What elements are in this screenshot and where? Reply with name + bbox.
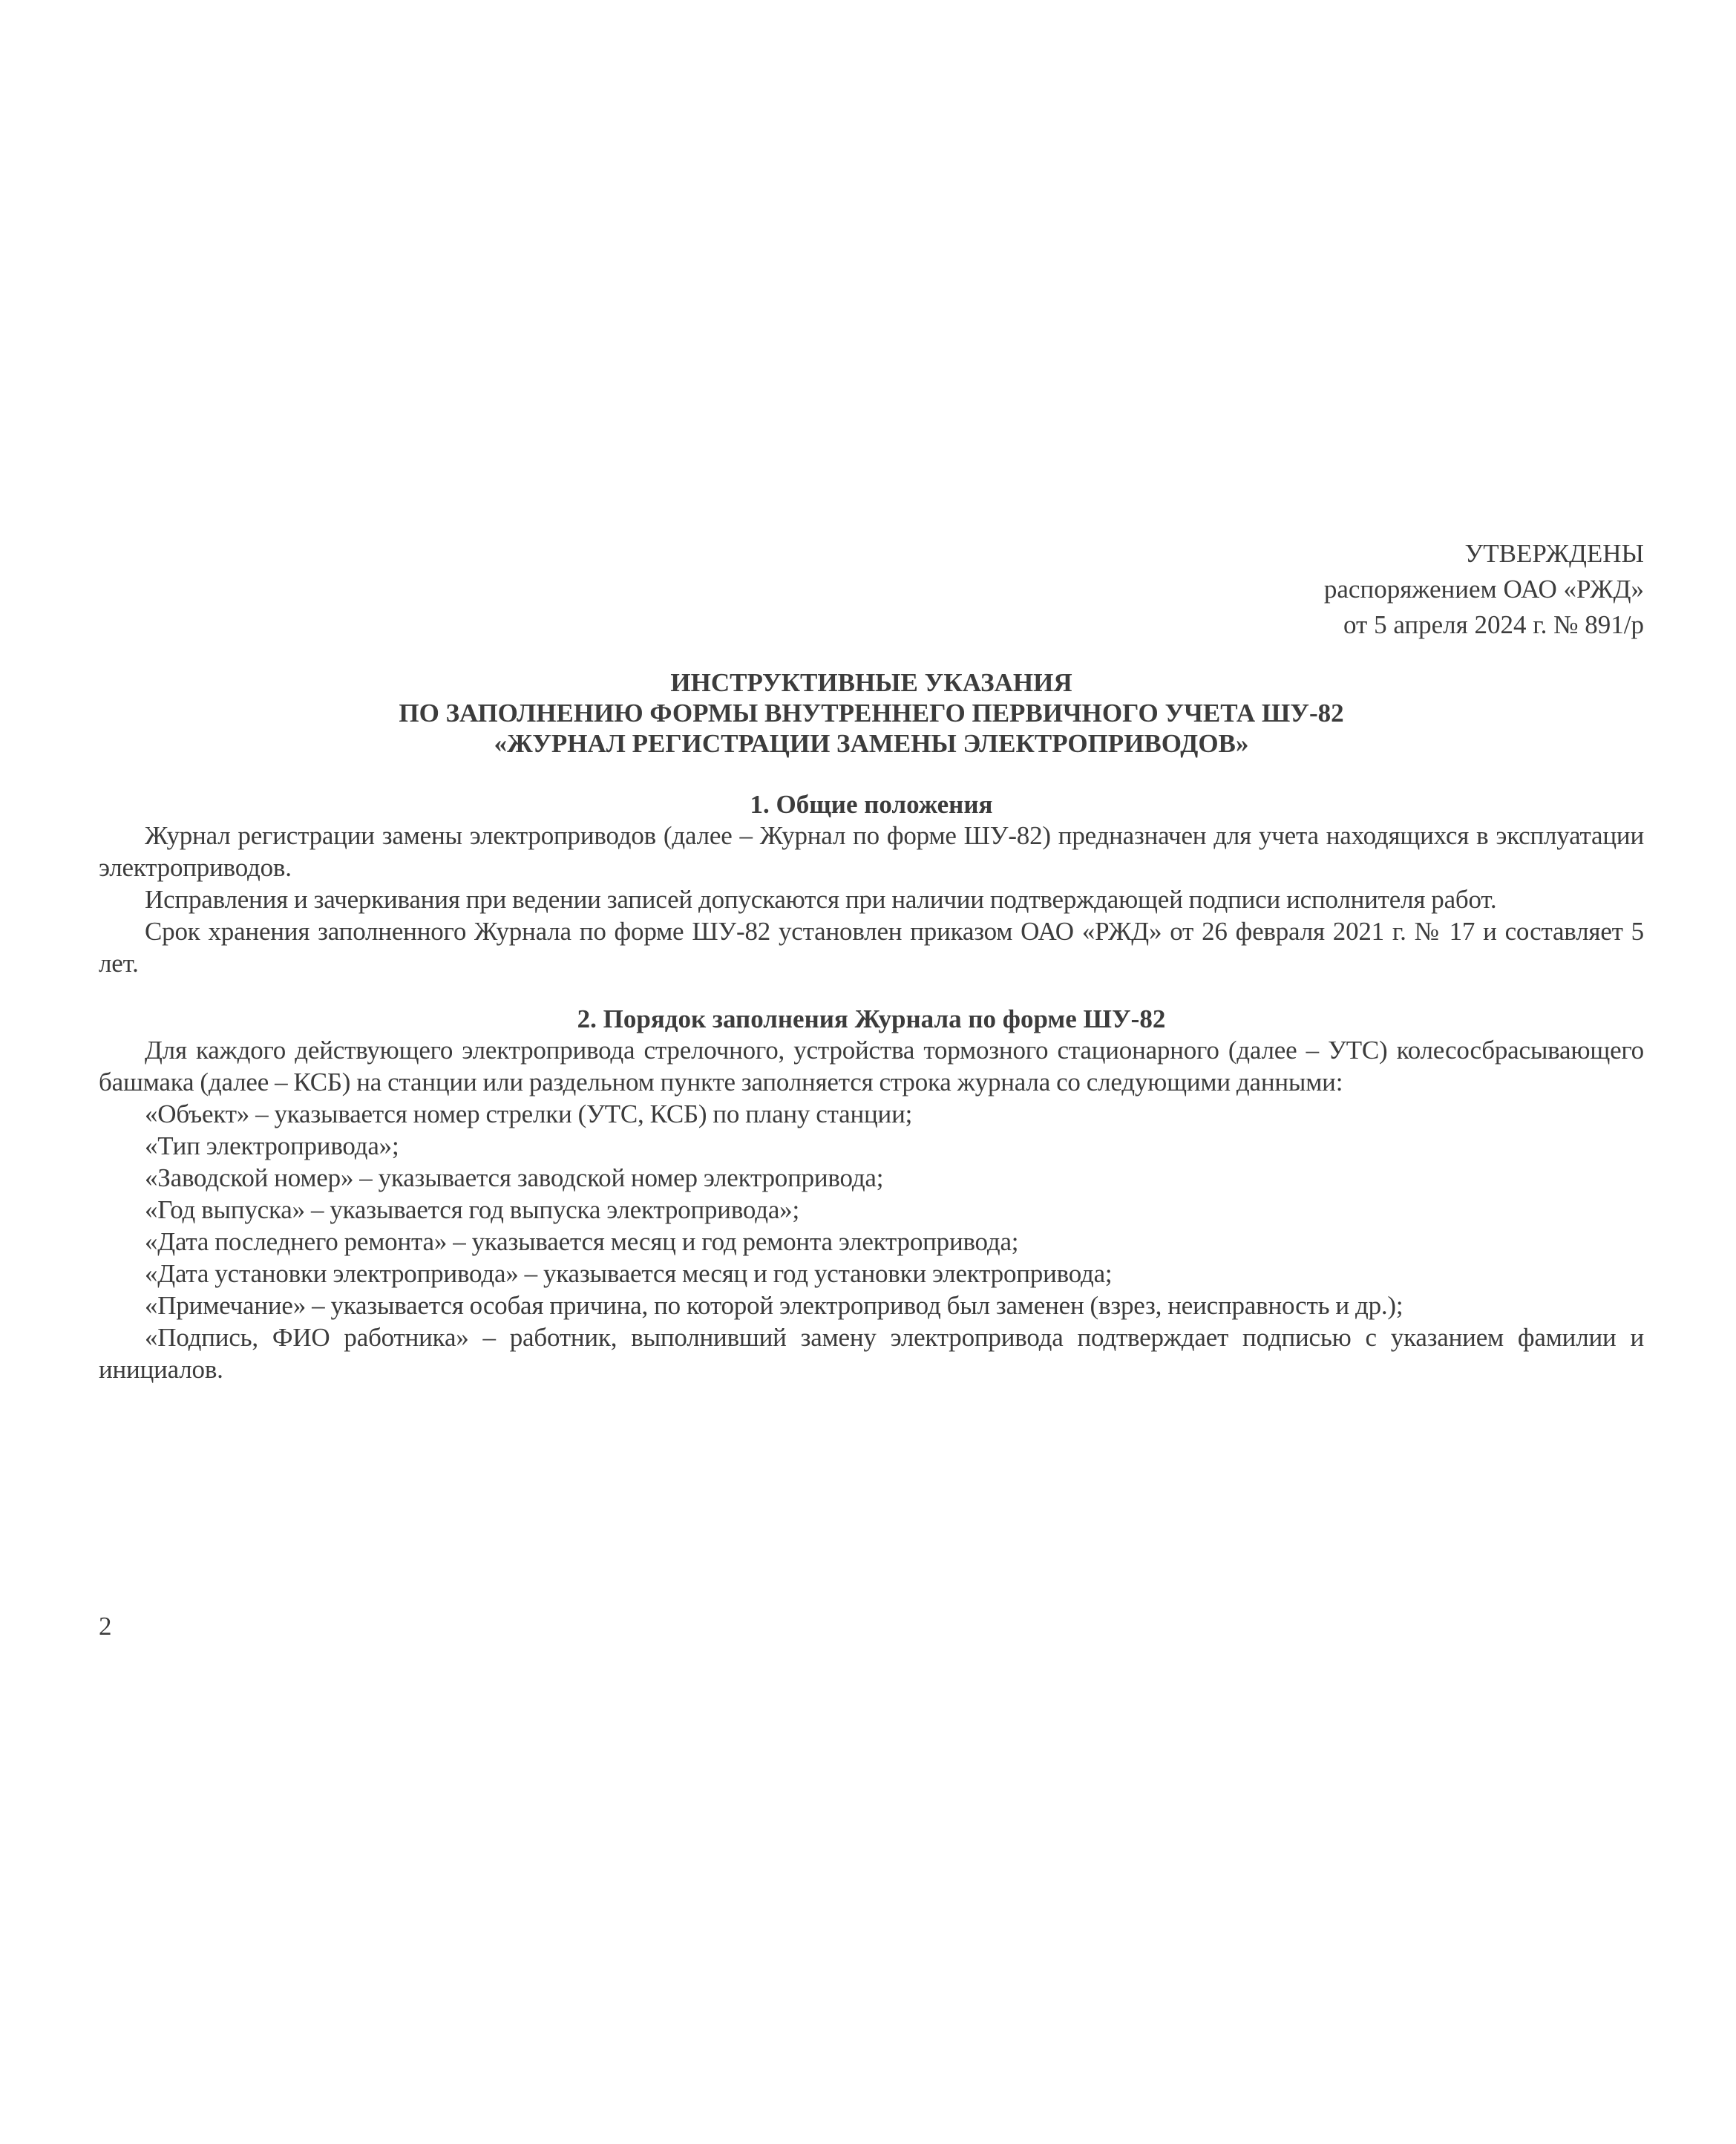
page-number: 2: [99, 1612, 112, 1641]
title-line: «ЖУРНАЛ РЕГИСТРАЦИИ ЗАМЕНЫ ЭЛЕКТРОПРИВОДОВ»: [494, 729, 1249, 758]
paragraph: Для каждого действующего электропривода стрелочного, устройства тормозного стационарного (далее – УТС) колесосбрасывающего башмака (далее – КСБ) на станции или раздельном пункте заполняется строка журнала со следующими данными:: [99, 1036, 1644, 1096]
list-paragraph: «Дата установки электропривода» – указывается месяц и год установки электропривода;: [145, 1259, 1113, 1288]
list-paragraph: «Год выпуска» – указывается год выпуска электропривода»;: [145, 1195, 799, 1224]
section-2-heading: 2. Порядок заполнения Журнала по форме ШУ-82: [577, 1004, 1166, 1033]
paragraph: Журнал регистрации замены электроприводов (далее – Журнал по форме ШУ-82) предназначен для учета находящихся в эксплуатации электроприводов.: [99, 821, 1644, 882]
section-1-heading: 1. Общие положения: [750, 790, 993, 819]
title-line: ИНСТРУКТИВНЫЕ УКАЗАНИЯ: [670, 668, 1072, 697]
list-paragraph: «Подпись, ФИО работника» – работник, выполнивший замену электропривода подтверждает подписью с указанием фамилии и инициалов.: [99, 1323, 1644, 1384]
document-title: [99, 667, 1644, 759]
list-paragraph: «Объект» – указывается номер стрелки (УТС, КСБ) по плану станции;: [145, 1099, 913, 1128]
approval-line: от 5 апреля 2024 г. № 891/р: [1343, 610, 1644, 639]
list-paragraph: «Заводской номер» – указывается заводской номер электропривода;: [145, 1163, 884, 1192]
approval-line: УТВЕРЖДЕНЫ: [1464, 539, 1644, 568]
paragraph: Срок хранения заполненного Журнала по форме ШУ-82 установлен приказом ОАО «РЖД» от 26 февраля 2021 г. № 17 и составляет 5 лет.: [99, 917, 1644, 978]
approval-block: [99, 0, 1644, 643]
list-paragraph: «Примечание» – указывается особая причина, по которой электропривод был заменен (взрез, неисправность и др.);: [145, 1291, 1403, 1320]
paragraph: Исправления и зачеркивания при ведении записей допускаются при наличии подтверждающей подписи исполнителя работ.: [145, 885, 1497, 914]
title-line: ПО ЗАПОЛНЕНИЮ ФОРМЫ ВНУТРЕННЕГО ПЕРВИЧНОГО УЧЕТА ШУ-82: [399, 699, 1344, 728]
list-paragraph: «Дата последнего ремонта» – указывается месяц и год ремонта электропривода;: [145, 1227, 1019, 1256]
approval-line: распоряжением ОАО «РЖД»: [1323, 575, 1644, 604]
list-paragraph: «Тип электропривода»;: [145, 1131, 399, 1160]
